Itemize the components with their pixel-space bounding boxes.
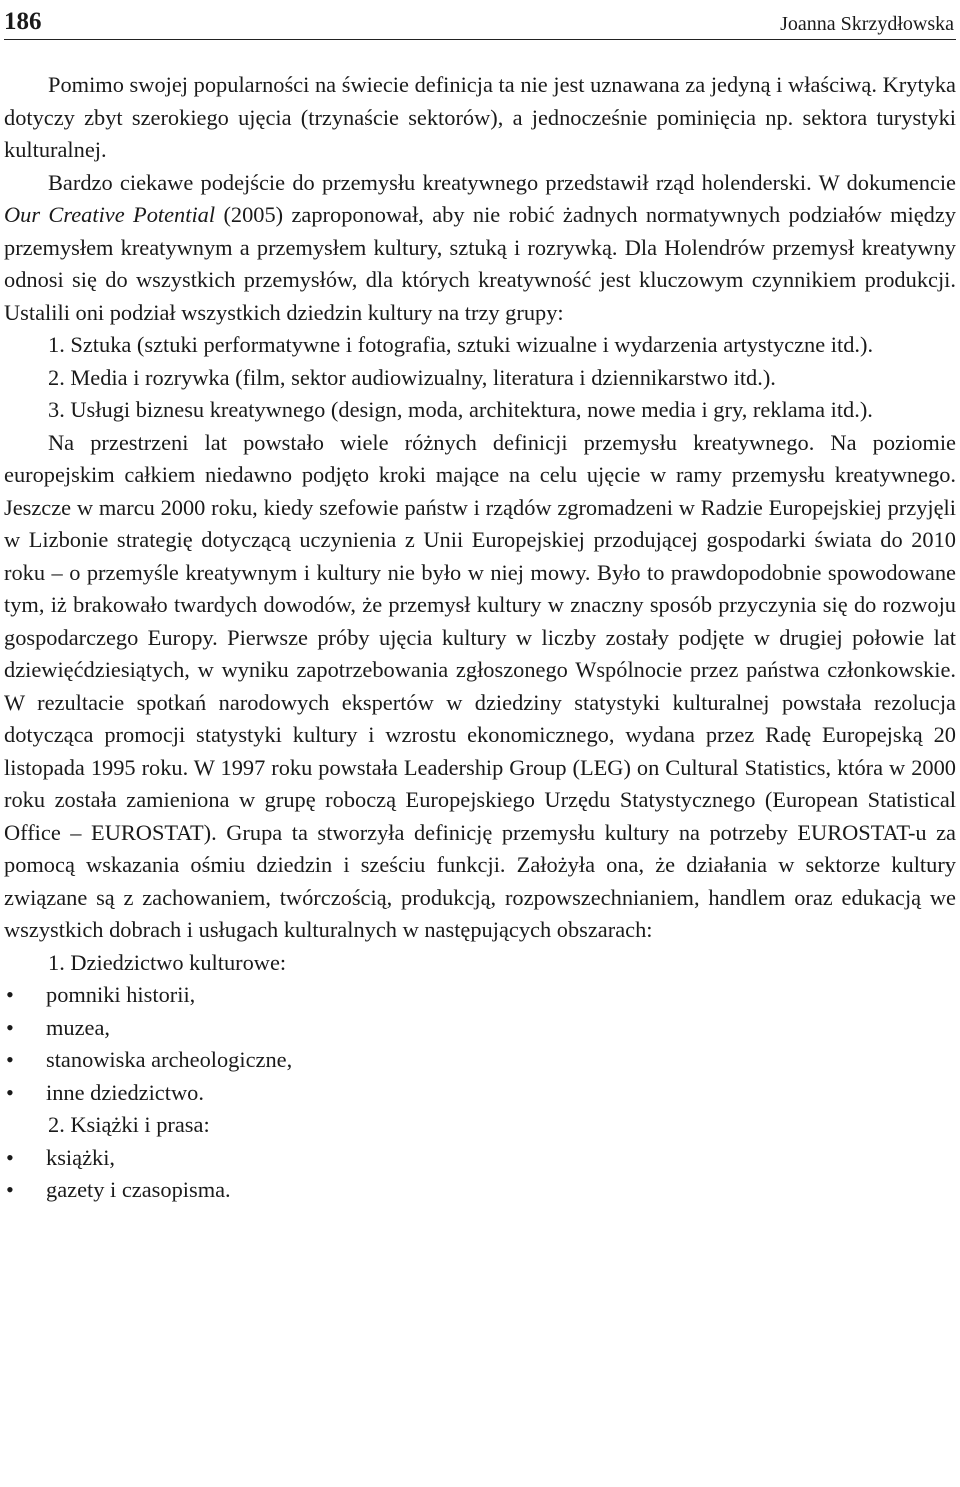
page-number: 186 xyxy=(4,8,42,35)
group-item-1: 1. Sztuka (sztuki performatywne i fotografia, sztuki wizualne i wydarzenia artystyczne itd.). xyxy=(48,332,874,357)
bullet-icon: • xyxy=(6,1014,14,1040)
list-item: • muzea, xyxy=(4,1012,956,1045)
area-heading-2: 2. Książki i prasa: xyxy=(48,1112,210,1137)
document-title: Our Creative Potential xyxy=(4,202,216,227)
area-list-1 xyxy=(4,979,956,1109)
paragraph-2-after: (2005) zaproponował, aby nie robić żadnych normatywnych podziałów między przemysłem kreatywnym a przemysłem kultury, sztuką i rozrywką. Dla Holendrów przemysł kreatywny odnosi się do wszystkich przemysłów, dla których kreatywność jest kluczowym czynnikiem produkcji. Ustalili oni podział wszystkich dziedzin kultury na trzy grupy: xyxy=(4,202,956,325)
paragraph-3: Na przestrzeni lat powstało wiele różnych definicji przemysłu kreatywnego. Na poziomie europejskim całkiem niedawno podjęto kroki mające na celu ujęcie w ramy przemysłu kreatywnego. Jeszcze w marcu 2000 roku, kiedy szefowie państw i rządów zgromadzeni w Radzie Europejskiej przyjęli w Lizbonie strategię dotyczącą uczynienia z Unii Europejskiej przodującej gospodarki świata do 2010 roku – o przemyśle kreatywnym i kultury nie było w niej mowy. Było to prawdopodobnie spowodowane tym, iż brakowało twardych dowodów, że przemysł kultury w znaczny sposób przyczynia się do rozwoju gospodarczego Europy. Pierwsze próby ujęcia kultury w liczby zostały podjęte w drugiej połowie lat dziewięćdziesiątych, w wyniku zapotrzebowania zgłoszonego Wspólnocie przez państwa członkowskie. W rezultacie spotkań narodowych ekspertów w dziedziny statystyki kulturalnej powstała rezolucja dotycząca promocji statystyki kultury i wzrostu ekonomicznego, wydana przez Radę Europejską 20 listopada 1995 roku. W 1997 roku powstała Leadership Group (LEG) on Cultural Statistics, która w 2000 roku została zamieniona w grupę roboczą Europejskiego Urzędu Statystycznego (European Statistical Office – EUROSTAT). Grupa ta stworzyła definicję przemysłu kultury na potrzeby EUROSTAT-u za pomocą wskazania ośmiu dziedzin i sześciu funkcji. Założyła ona, że działania w sektorze kultury związane są z zachowaniem, twórczością, produkcją, rozpowszechnianiem, handlem oraz edukacją we wszystkich dobrach i usługach kulturalnych w następujących obszarach: xyxy=(4,429,956,942)
paragraph-2 xyxy=(4,167,956,330)
list-item: • pomniki historii, xyxy=(4,979,956,1012)
running-head-author: Joanna Skrzydłowska xyxy=(780,13,954,35)
body-text xyxy=(4,69,956,1207)
paragraph-1: Pomimo swojej popularności na świecie definicja ta nie jest uznawana za jedyną i właściwą. Krytyka dotyczy zbyt szerokiego ujęcia (trzynaście sektorów), a jednocześnie pominięcia np. sektora turystyki kulturalnej. xyxy=(4,72,956,162)
group-item-3: 3. Usługi biznesu kreatywnego (design, moda, architektura, nowe media i gry, reklama itd.). xyxy=(48,397,873,422)
list-item: • stanowiska archeologiczne, xyxy=(4,1044,956,1077)
bullet-icon: • xyxy=(6,1144,14,1170)
bullet-icon: • xyxy=(6,982,14,1007)
group-item-2: 2. Media i rozrywka (film, sektor audiowizualny, literatura i dziennikarstwo itd.). xyxy=(48,364,776,390)
list-item: • książki, xyxy=(4,1142,956,1175)
paragraph-2-before: Bardzo ciekawe podejście do przemysłu kreatywnego przedstawił rząd holenderski. W dokumencie xyxy=(48,169,956,195)
list-item: • gazety i czasopisma. xyxy=(4,1174,956,1207)
area-heading-1: 1. Dziedzictwo kulturowe: xyxy=(48,949,287,975)
bullet-icon: • xyxy=(6,1177,14,1202)
list-item: • inne dziedzictwo. xyxy=(4,1077,956,1110)
page-header xyxy=(4,0,956,40)
bullet-icon: • xyxy=(6,1079,14,1105)
area-list-2 xyxy=(4,1142,956,1207)
bullet-icon: • xyxy=(6,1047,14,1072)
